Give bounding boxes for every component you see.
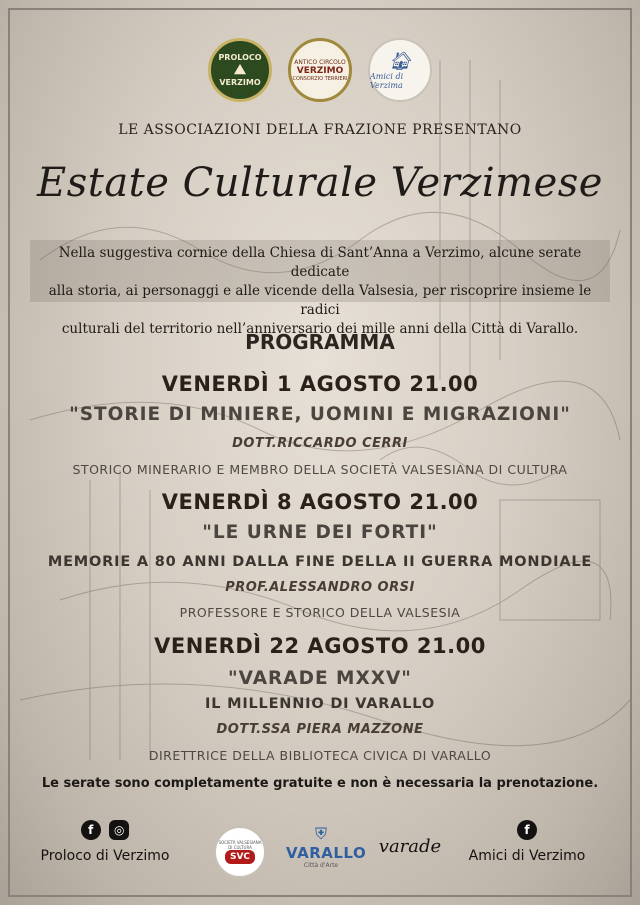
event-3-date: VENERDÌ 22 AGOSTO 21.00 (154, 634, 486, 658)
event-2-speaker: PROF.ALESSANDRO ORSI (225, 580, 415, 595)
intro-line-1: Nella suggestiva cornice della Chiesa di Sant’Anna a Verzimo, alcune serate dedicate (58, 245, 582, 280)
intro-line-3: culturali del territorio nell’anniversario dei mille anni della Città di Varallo. (61, 321, 579, 337)
circolo-logo-top: ANTICO CIRCOLO (294, 58, 346, 66)
varallo-name: VARALLO (286, 844, 367, 862)
footer-amici-socials (454, 820, 600, 840)
event-3-title: "VARADE MXXV" (228, 668, 412, 689)
svc-logo (214, 826, 266, 878)
event-2-role: PROFESSORE E STORICO DELLA VALSESIA (179, 605, 461, 620)
event-2-title: "LE URNE DEI FORTI" (202, 522, 438, 543)
event-3-speaker: DOTT.SSA PIERA MAZZONE (216, 722, 424, 737)
proloco-logo-bottom: VERZIMO (219, 78, 261, 87)
landscape-icon: ⛰ (234, 62, 246, 78)
event-1-role: STORICO MINERARIO E MEMBRO DELLA SOCIETÀ VALSESIANA DI CULTURA (72, 462, 568, 477)
circolo-logo-name: VERZIMO (296, 65, 344, 76)
intro-text (36, 244, 604, 339)
varallo-logo (286, 824, 367, 869)
footer-proloco-label: Proloco di Verzimo (40, 848, 170, 864)
event-2-subtitle: MEMORIE A 80 ANNI DALLA FINE DELLA II GUERRA MONDIALE (47, 554, 593, 570)
circolo-logo-bottom: CONSORZIO TERRIERI (292, 75, 348, 82)
footer-amici (454, 820, 600, 864)
instagram-icon[interactable]: ◎ (109, 820, 129, 840)
varallo-sub: Città d'Arte (303, 862, 339, 869)
footer (0, 816, 640, 886)
proloco-logo-top: PROLOCO (218, 53, 262, 62)
svc-ring-text: SOCIETÀ VALSESIANA DI CULTURA (218, 840, 262, 850)
svc-badge: SVC (225, 850, 255, 864)
event-3-subtitle: IL MILLENNIO DI VARALLO (205, 696, 435, 712)
event-2-date: VENERDÌ 8 AGOSTO 21.00 (161, 490, 479, 514)
associations-line: LE ASSOCIAZIONI DELLA FRAZIONE PRESENTANO (118, 122, 522, 138)
event-1-speaker: DOTT.RICCARDO CERRI (232, 436, 408, 451)
event-3-role: DIRETTRICE DELLA BIBLIOTECA CIVICA DI VARALLO (148, 748, 492, 763)
intro-line-2: alla storia, ai personaggi e alle vicende della Valsesia, per riscoprire insieme le radici (48, 283, 592, 318)
house-icon: 🏠︎ (388, 50, 412, 72)
proloco-logo (208, 38, 272, 102)
event-1-title: "STORIE DI MINIERE, UOMINI E MIGRAZIONI" (69, 404, 571, 425)
footer-proloco-socials (40, 820, 170, 840)
event-title: Estate Culturale Verzimese (37, 160, 603, 206)
facebook-icon[interactable]: f (81, 820, 101, 840)
free-entry-notice: Le serate sono completamente gratuite e non è necessaria la prenotazione. (41, 776, 599, 791)
event-1-date: VENERDÌ 1 AGOSTO 21.00 (161, 372, 479, 396)
facebook-icon[interactable]: f (517, 820, 537, 840)
circolo-logo (288, 38, 352, 102)
program-heading: PROGRAMMA (245, 330, 395, 354)
amici-logo (368, 38, 432, 102)
footer-proloco (40, 820, 170, 864)
varallo-crest-icon: ⛨ (314, 824, 327, 843)
footer-amici-label: Amici di Verzimo (468, 848, 586, 864)
varade-logo: varade (378, 836, 442, 857)
amici-logo-text: Amici di Verzima (370, 71, 404, 90)
logos-row (0, 38, 640, 102)
